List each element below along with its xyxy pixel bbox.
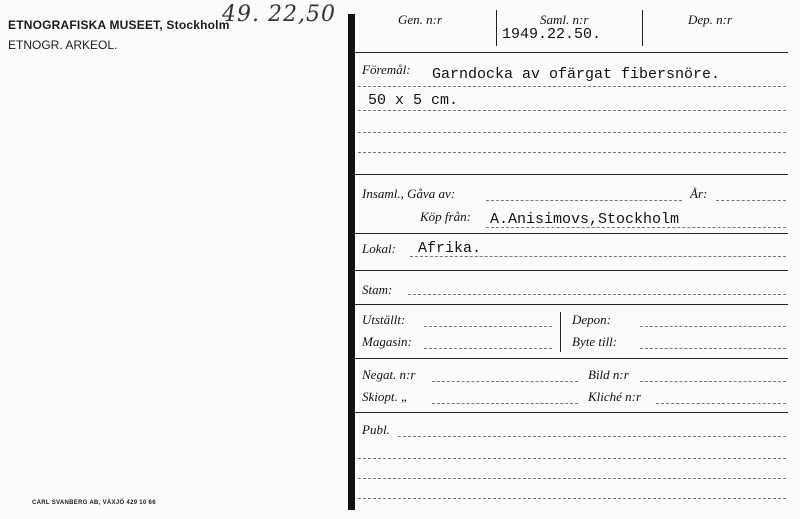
foremal-line-1: Garndocka av ofärgat fibersnöre. [432,66,721,83]
publ-dotline-1 [398,436,786,437]
rule-after-photo [355,412,788,413]
publ-dotline-2 [358,458,786,459]
card-margin-line [348,14,355,510]
publ-label: Publ. [362,422,390,437]
kliche-nr-label: Kliché n:r [588,389,642,404]
saml-nr-label: Saml. n:r [540,12,589,27]
foremal-label: Föremål: [362,62,411,77]
foremal-dotline-4 [358,152,786,153]
rule-after-kop [355,233,788,234]
publ-dotline-3 [358,478,786,479]
handwritten-catalog-number: 49. 22,50 [222,2,336,27]
negat-nr-label: Negat. n:r [362,367,416,382]
bild-nr-label: Bild n:r [588,367,629,382]
insaml-label: Insaml., Gåva av: [362,186,456,201]
rule-after-lokal [355,270,788,271]
bild-nr-dotline [640,381,786,382]
lokal-value: Afrika. [418,240,482,257]
byte-till-label: Byte till: [572,334,618,349]
foremal-dotline-3 [358,132,786,133]
magasin-label: Magasin: [362,334,412,349]
utstallt-label: Utställt: [362,312,406,327]
skiopt-dotline [432,403,578,404]
ar-label: År: [690,186,708,201]
saml-nr-value: 1949.22.50. [502,26,602,43]
foremal-dotline-2 [358,110,786,111]
utstallt-dotline [424,326,552,327]
byte-till-dotline [640,348,786,349]
insaml-dotline [486,200,682,201]
lokal-dotline [410,256,786,257]
rule-after-stam [355,304,788,305]
stam-dotline [408,294,786,295]
ar-dotline [716,200,786,201]
rule-after-storage [355,358,788,359]
top-row-divider-1 [496,10,497,46]
kliche-nr-dotline [656,403,786,404]
kop-fran-dotline [486,227,786,228]
kop-fran-label: Köp från: [420,209,471,224]
rule-after-foremal [355,174,788,175]
publ-dotline-4 [358,498,786,499]
rule-after-numbers [355,52,788,53]
magasin-dotline [424,348,552,349]
lokal-label: Lokal: [362,241,396,256]
negat-nr-dotline [432,381,578,382]
foremal-line-2: 50 x 5 cm. [368,92,459,109]
dep-nr-label: Dep. n:r [688,12,733,27]
depon-label: Depon: [572,312,611,327]
stam-label: Stam: [362,282,393,297]
department-name: ETNOGR. ARKEOL. [8,38,118,52]
depon-dotline [640,326,786,327]
museum-name: ETNOGRAFISKA MUSEET, Stockholm [8,18,230,32]
storage-divider [560,312,561,352]
top-row-divider-2 [642,10,643,46]
kop-fran-value: A.Anisimovs,Stockholm [490,211,680,228]
skiopt-label: Skiopt. „ [362,389,409,404]
foremal-dotline-1 [358,86,786,87]
printer-footer: CARL SVANBERG AB, VÄXJÖ 429 10 66 [32,500,156,506]
gen-nr-label: Gen. n:r [398,12,443,27]
